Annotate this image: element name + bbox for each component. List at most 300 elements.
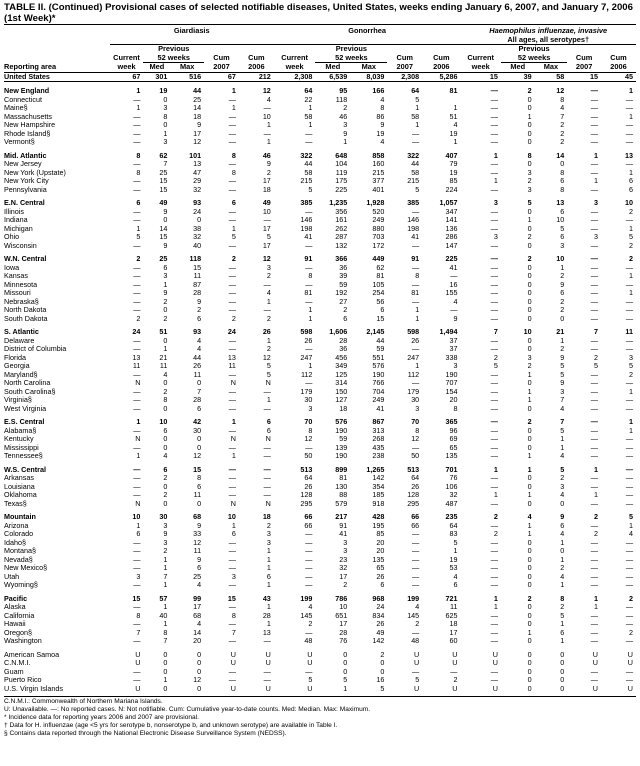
- value-cell: 2: [629, 255, 633, 264]
- value-cell: 7: [560, 112, 565, 121]
- value-cell: 79: [449, 160, 458, 169]
- value-cell: 1: [266, 555, 271, 564]
- footnote-line: C.N.M.I.: Commonwealth of Northern Mariana Islands.: [4, 698, 163, 706]
- value-cell: 0: [197, 216, 202, 225]
- value-cell: 1: [266, 603, 271, 612]
- value-cell: —: [133, 160, 141, 169]
- value-cell: 2: [560, 345, 565, 354]
- value-cell: —: [133, 263, 141, 272]
- value-cell: 0: [560, 659, 565, 668]
- value-cell: 2: [493, 353, 498, 362]
- value-cell: 286: [445, 233, 458, 242]
- table-row: [4, 676, 636, 685]
- weeks52-label: 52 weeks: [143, 54, 204, 63]
- value-cell: 2: [163, 387, 168, 396]
- value-cell: 0: [163, 435, 168, 444]
- value-cell: N: [135, 499, 141, 508]
- value-cell: —: [133, 121, 141, 130]
- value-cell: 1: [527, 628, 532, 637]
- value-cell: 145: [407, 611, 420, 620]
- value-cell: 5: [136, 233, 141, 242]
- value-cell: 4: [527, 513, 532, 522]
- value-cell: 17: [339, 620, 348, 629]
- value-cell: 6: [136, 199, 141, 208]
- value-cell: —: [228, 404, 236, 413]
- value-cell: —: [305, 581, 313, 590]
- value-cell: —: [133, 465, 141, 474]
- value-cell: U: [265, 650, 271, 659]
- table-row: [4, 651, 636, 660]
- value-cell: —: [625, 345, 633, 354]
- value-cell: 9: [453, 314, 458, 323]
- value-cell: 0: [527, 426, 532, 435]
- reporting-area-cell: Rhode Island§: [4, 129, 51, 138]
- value-cell: 6: [380, 581, 385, 590]
- value-cell: —: [412, 297, 420, 306]
- value-cell: —: [450, 667, 458, 676]
- value-cell: 68: [193, 611, 202, 620]
- value-cell: —: [625, 667, 633, 676]
- group-gonorrhea: Gonorrhea: [274, 25, 461, 36]
- value-cell: 26: [193, 362, 202, 371]
- value-cell: 6: [163, 426, 168, 435]
- value-cell: 0: [527, 336, 532, 345]
- value-cell: 1,265: [366, 465, 385, 474]
- value-cell: 12: [193, 676, 202, 685]
- value-cell: —: [590, 336, 598, 345]
- value-cell: 1: [527, 396, 532, 405]
- value-cell: 703: [372, 233, 385, 242]
- value-cell: 3: [527, 353, 532, 362]
- value-cell: 9: [163, 289, 168, 298]
- value-cell: —: [625, 620, 633, 629]
- value-cell: 1: [163, 555, 168, 564]
- value-cell: 66: [411, 521, 420, 530]
- value-cell: 0: [343, 659, 348, 668]
- value-cell: —: [412, 555, 420, 564]
- reporting-area-cell: Alabama§: [4, 426, 37, 435]
- value-cell: 435: [372, 443, 385, 452]
- value-cell: 287: [335, 233, 348, 242]
- reporting-area-cell: North Dakota: [4, 306, 47, 315]
- value-cell: 69: [449, 435, 458, 444]
- value-cell: 212: [239, 72, 274, 82]
- weeks52-label: 52 weeks: [315, 54, 387, 63]
- value-cell: 6: [560, 207, 565, 216]
- value-cell: 1: [266, 297, 271, 306]
- value-cell: 2: [163, 474, 168, 483]
- value-cell: —: [625, 555, 633, 564]
- value-cell: 5: [308, 185, 313, 194]
- value-cell: —: [133, 185, 141, 194]
- value-cell: 125: [335, 370, 348, 379]
- value-cell: 81: [376, 272, 385, 281]
- table-title: [4, 0, 636, 24]
- table-row: [4, 573, 636, 582]
- value-cell: U: [627, 684, 633, 693]
- value-cell: —: [490, 289, 498, 298]
- reporting-area-cell: Guam: [4, 667, 24, 676]
- value-cell: —: [133, 112, 141, 121]
- value-cell: 4: [197, 336, 202, 345]
- value-cell: 247: [407, 353, 420, 362]
- value-cell: 0: [527, 620, 532, 629]
- value-cell: —: [590, 667, 598, 676]
- value-cell: 26: [376, 620, 385, 629]
- value-cell: 3: [453, 362, 458, 371]
- value-cell: 13: [625, 151, 633, 160]
- value-cell: 119: [335, 168, 348, 177]
- value-cell: 704: [372, 387, 385, 396]
- value-cell: 295: [300, 499, 313, 508]
- value-cell: —: [490, 564, 498, 573]
- value-cell: —: [228, 676, 236, 685]
- value-cell: 8: [560, 185, 565, 194]
- region-row: [4, 595, 636, 604]
- value-cell: 249: [372, 396, 385, 405]
- value-cell: 41: [339, 530, 348, 539]
- value-cell: 215: [300, 177, 313, 186]
- table-row: [4, 564, 636, 573]
- value-cell: 0: [527, 667, 532, 676]
- value-cell: 142: [372, 474, 385, 483]
- value-cell: 26: [411, 482, 420, 491]
- reporting-area-cell: Kentucky: [4, 435, 34, 444]
- table-row: [4, 121, 636, 130]
- reporting-area-cell: Virginia§: [4, 396, 32, 405]
- table-row: [4, 452, 636, 461]
- value-cell: 20: [193, 637, 202, 646]
- value-cell: —: [228, 667, 236, 676]
- reporting-area-cell: Minnesota: [4, 280, 38, 289]
- value-cell: 41: [411, 233, 420, 242]
- value-cell: 0: [560, 650, 565, 659]
- value-cell: —: [133, 345, 141, 354]
- value-cell: 5: [560, 611, 565, 620]
- value-cell: 1: [415, 104, 420, 113]
- value-cell: —: [263, 676, 271, 685]
- value-cell: 6: [266, 418, 271, 427]
- value-cell: —: [228, 177, 236, 186]
- table-row: [4, 581, 636, 590]
- value-cell: 101: [189, 151, 202, 160]
- value-cell: 2: [560, 306, 565, 315]
- value-cell: 17: [262, 224, 271, 233]
- value-cell: 2,308: [387, 72, 422, 82]
- value-cell: —: [133, 667, 141, 676]
- value-cell: 135: [372, 555, 385, 564]
- value-cell: 0: [197, 659, 202, 668]
- value-cell: —: [590, 129, 598, 138]
- value-cell: 1: [136, 87, 141, 96]
- value-cell: 64: [304, 474, 313, 483]
- value-cell: 1: [163, 620, 168, 629]
- value-cell: —: [490, 112, 498, 121]
- value-cell: 11: [193, 491, 202, 500]
- value-cell: 25: [193, 95, 202, 104]
- value-cell: 4: [560, 572, 565, 581]
- value-cell: 12: [262, 255, 271, 264]
- value-cell: —: [133, 676, 141, 685]
- value-cell: 41: [304, 233, 313, 242]
- value-cell: 0: [527, 280, 532, 289]
- value-cell: 1: [560, 263, 565, 272]
- value-cell: 2: [593, 530, 598, 539]
- value-cell: 1: [136, 521, 141, 530]
- value-cell: N: [265, 499, 271, 508]
- reporting-area-header: Reporting area: [4, 63, 110, 73]
- footnote-line: U: Unavailable. —: No reported cases. N: Not notifiable. Cum: Cumulative year-to-date counts. Med: Median. Max: Maximum.: [4, 706, 371, 714]
- value-cell: 32: [193, 185, 202, 194]
- table-body: [4, 72, 636, 693]
- value-cell: 199: [300, 594, 313, 603]
- value-cell: 2: [527, 594, 532, 603]
- value-cell: 0: [560, 160, 565, 169]
- value-cell: 2: [343, 581, 348, 590]
- value-cell: 6: [629, 185, 633, 194]
- table-row: [4, 500, 636, 509]
- value-cell: 0: [197, 499, 202, 508]
- value-cell: 13: [262, 628, 271, 637]
- value-cell: 28: [339, 628, 348, 637]
- value-cell: —: [490, 121, 498, 130]
- value-cell: 0: [527, 207, 532, 216]
- reporting-area-cell: American Samoa: [4, 650, 60, 659]
- value-cell: 6: [560, 628, 565, 637]
- value-cell: 12: [193, 138, 202, 147]
- value-cell: —: [228, 306, 236, 315]
- value-cell: —: [490, 637, 498, 646]
- value-cell: 93: [193, 328, 202, 337]
- value-cell: 2: [266, 521, 271, 530]
- value-cell: —: [228, 160, 236, 169]
- max-label: Max: [170, 63, 204, 73]
- value-cell: 8: [197, 474, 202, 483]
- reporting-area-cell: New Hampshire: [4, 121, 56, 130]
- value-cell: 0: [527, 345, 532, 354]
- value-cell: —: [228, 129, 236, 138]
- value-cell: 2: [163, 297, 168, 306]
- value-cell: —: [590, 620, 598, 629]
- value-cell: 15: [159, 233, 168, 242]
- value-cell: —: [133, 603, 141, 612]
- value-cell: 44: [304, 160, 313, 169]
- value-cell: 1: [629, 224, 633, 233]
- value-cell: 8: [560, 168, 565, 177]
- value-cell: —: [590, 628, 598, 637]
- value-cell: 46: [339, 112, 348, 121]
- value-cell: 0: [163, 667, 168, 676]
- value-cell: —: [228, 336, 236, 345]
- value-cell: —: [263, 104, 271, 113]
- table-row: [4, 354, 636, 363]
- value-cell: —: [625, 435, 633, 444]
- region-row: [4, 466, 636, 475]
- value-cell: —: [625, 499, 633, 508]
- value-cell: 2: [453, 676, 458, 685]
- value-cell: 130: [335, 482, 348, 491]
- table-document: [4, 0, 636, 737]
- value-cell: —: [590, 112, 598, 121]
- value-cell: —: [490, 474, 498, 483]
- value-cell: —: [305, 547, 313, 556]
- reporting-area-cell: Mississippi: [4, 443, 39, 452]
- value-cell: —: [625, 474, 633, 483]
- value-cell: 56: [376, 297, 385, 306]
- value-cell: —: [305, 667, 313, 676]
- value-cell: 0: [527, 603, 532, 612]
- value-cell: 6: [560, 233, 565, 242]
- value-cell: —: [228, 465, 236, 474]
- value-cell: 1: [493, 177, 498, 186]
- value-cell: 1: [231, 224, 236, 233]
- value-cell: 10: [132, 513, 141, 522]
- value-cell: 49: [159, 199, 168, 208]
- value-cell: —: [590, 521, 598, 530]
- value-cell: —: [590, 297, 598, 306]
- value-cell: 3: [493, 233, 498, 242]
- value-cell: 128: [300, 491, 313, 500]
- value-cell: —: [590, 241, 598, 250]
- reporting-area-cell: Maryland§: [4, 370, 38, 379]
- value-cell: —: [450, 272, 458, 281]
- reporting-area-cell: New England: [4, 87, 50, 96]
- value-cell: 6: [197, 314, 202, 323]
- value-cell: 3: [163, 104, 168, 113]
- table-header: [4, 25, 636, 73]
- value-cell: 14: [556, 151, 565, 160]
- value-cell: 1: [231, 418, 236, 427]
- value-cell: N: [135, 379, 141, 388]
- value-cell: 185: [372, 491, 385, 500]
- value-cell: —: [228, 263, 236, 272]
- reporting-area-cell: Utah: [4, 572, 20, 581]
- title-line-1: TABLE II. (Continued) Provisional cases of selected notifiable diseases, United States, weeks ending January 6, 2007, and January 7, 2006: [4, 2, 633, 13]
- value-cell: 192: [335, 289, 348, 298]
- value-cell: 7: [163, 572, 168, 581]
- value-cell: —: [590, 289, 598, 298]
- value-cell: —: [133, 538, 141, 547]
- value-cell: 58: [535, 72, 568, 82]
- max-label: Max: [350, 63, 387, 73]
- reporting-area-cell: Missouri: [4, 289, 31, 298]
- value-cell: 33: [193, 530, 202, 539]
- value-cell: 10: [262, 207, 271, 216]
- value-cell: —: [228, 396, 236, 405]
- value-cell: 2,145: [366, 328, 385, 337]
- value-cell: —: [590, 185, 598, 194]
- value-cell: 3: [163, 272, 168, 281]
- value-cell: 15: [227, 594, 236, 603]
- value-cell: —: [490, 272, 498, 281]
- value-cell: 0: [527, 314, 532, 323]
- value-cell: 8,039: [350, 72, 387, 82]
- value-cell: —: [228, 426, 236, 435]
- value-cell: 2: [343, 104, 348, 113]
- value-cell: 81: [339, 474, 348, 483]
- value-cell: 6: [266, 426, 271, 435]
- value-cell: 1,494: [439, 328, 458, 337]
- value-cell: —: [133, 129, 141, 138]
- value-cell: 0: [527, 499, 532, 508]
- value-cell: 2: [527, 418, 532, 427]
- value-cell: —: [490, 482, 498, 491]
- value-cell: 105: [372, 280, 385, 289]
- value-cell: 18: [449, 620, 458, 629]
- reporting-area-cell: Massachusetts: [4, 112, 52, 121]
- value-cell: 21: [556, 328, 565, 337]
- med-label: Med: [143, 63, 170, 73]
- value-cell: 66: [411, 513, 420, 522]
- value-cell: —: [625, 452, 633, 461]
- value-cell: 0: [527, 547, 532, 556]
- value-cell: 15: [460, 72, 500, 82]
- value-cell: 2: [629, 207, 633, 216]
- value-cell: —: [133, 336, 141, 345]
- reporting-area-cell: Florida: [4, 353, 26, 362]
- table-row: [4, 659, 636, 668]
- value-cell: —: [590, 314, 598, 323]
- value-cell: —: [625, 306, 633, 315]
- reporting-area-cell: E.N. Central: [4, 199, 45, 208]
- value-cell: 0: [163, 379, 168, 388]
- table-row: [4, 160, 636, 169]
- value-cell: —: [263, 482, 271, 491]
- value-cell: 0: [560, 667, 565, 676]
- value-cell: —: [490, 314, 498, 323]
- reporting-area-cell: North Carolina: [4, 379, 51, 388]
- value-cell: 1: [163, 345, 168, 354]
- value-cell: U: [492, 659, 498, 668]
- value-cell: 1: [136, 418, 141, 427]
- value-cell: 1: [527, 530, 532, 539]
- value-cell: 0: [527, 482, 532, 491]
- cum-label: Cum: [575, 53, 593, 63]
- value-cell: 39: [339, 272, 348, 281]
- value-cell: 2: [266, 314, 271, 323]
- value-cell: 36: [339, 345, 348, 354]
- value-cell: 721: [445, 594, 458, 603]
- table-row: [4, 556, 636, 565]
- value-cell: 26: [411, 336, 420, 345]
- value-cell: 249: [372, 216, 385, 225]
- value-cell: —: [625, 297, 633, 306]
- value-cell: 5: [453, 538, 458, 547]
- value-cell: 5: [266, 370, 271, 379]
- value-cell: 8: [163, 628, 168, 637]
- reporting-area-cell: West Virginia: [4, 404, 47, 413]
- value-cell: 4: [380, 95, 385, 104]
- value-cell: 64: [449, 521, 458, 530]
- value-cell: 4: [560, 452, 565, 461]
- value-cell: 1: [308, 314, 313, 323]
- value-cell: 15: [376, 314, 385, 323]
- table-row: [4, 637, 636, 646]
- value-cell: 86: [376, 112, 385, 121]
- reporting-area-cell: California: [4, 611, 35, 620]
- value-cell: 41: [449, 263, 458, 272]
- value-cell: 40: [193, 241, 202, 250]
- value-cell: —: [490, 241, 498, 250]
- reporting-area-cell: Vermont§: [4, 138, 35, 147]
- value-cell: —: [133, 637, 141, 646]
- value-cell: 1: [629, 168, 633, 177]
- year-2007-label: 2007: [387, 63, 422, 73]
- value-cell: 6: [197, 482, 202, 491]
- value-cell: 96: [449, 426, 458, 435]
- value-cell: —: [228, 620, 236, 629]
- value-cell: 1: [593, 603, 598, 612]
